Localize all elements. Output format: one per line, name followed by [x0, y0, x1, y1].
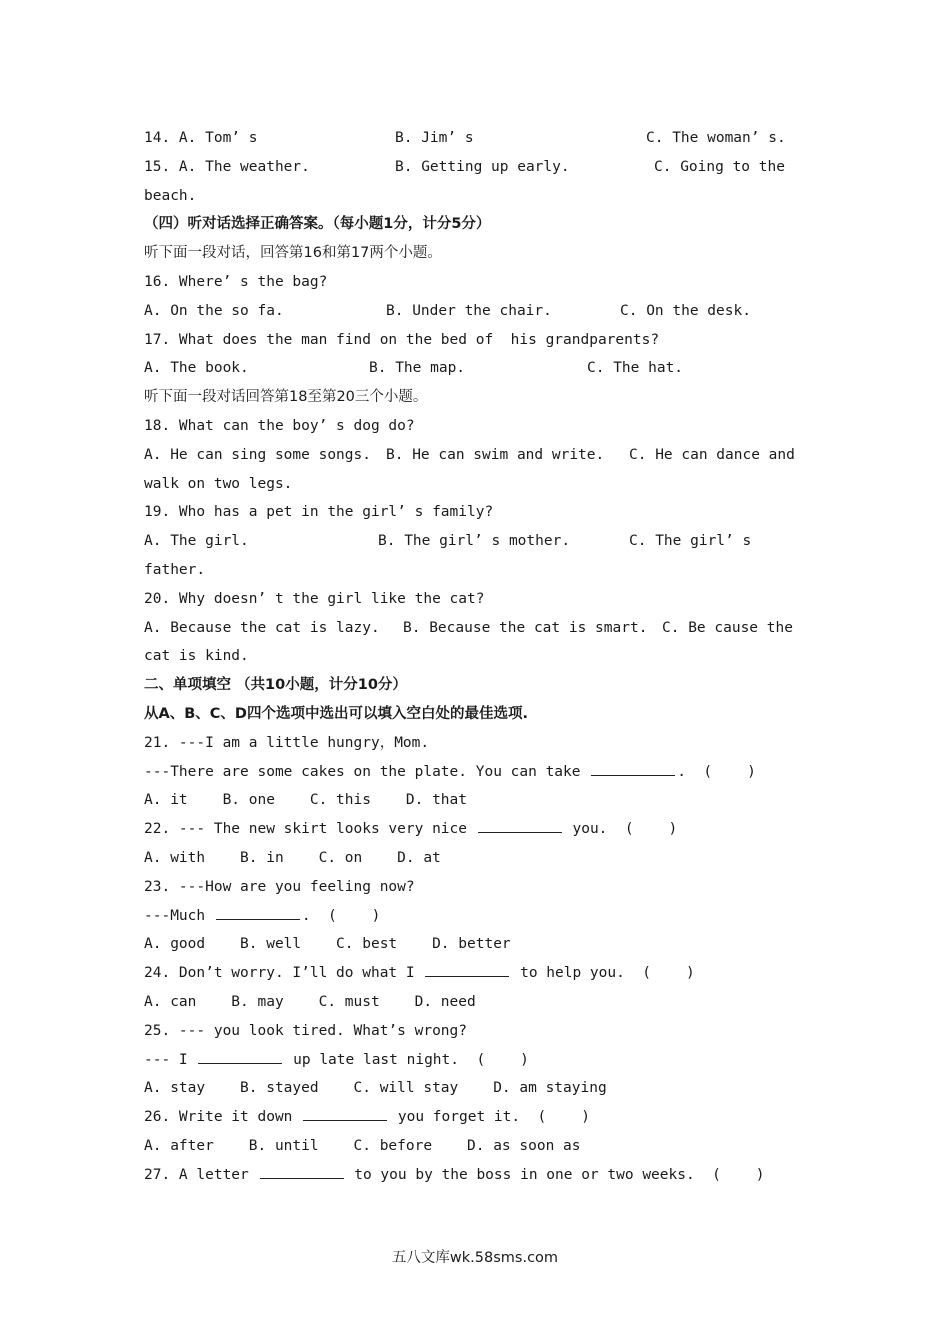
- q20-option-a: A. Because the cat is lazy.: [144, 619, 380, 636]
- q21-stem: ---There are some cakes on the plate. You can take: [144, 763, 581, 780]
- q18-option-c: C. He can dance and: [629, 446, 795, 463]
- q15-option-c: C. Going to the: [654, 158, 785, 175]
- answer-blank: [198, 1048, 282, 1064]
- q24-line-1: [144, 959, 804, 988]
- q20-option-b: B. Because the cat is smart.: [403, 619, 648, 636]
- q20-option-c: C. Be cause the: [662, 619, 793, 636]
- q14-option-c: C. The woman’ s.: [646, 130, 786, 146]
- q19-question: 19. Who has a pet in the girl’ s family?: [144, 504, 494, 521]
- q25-line-1: 25. --- you look tired. What’s wrong?: [144, 1022, 468, 1039]
- q15-option-b: B. Getting up early.: [395, 158, 570, 175]
- q26-bracket: you forget it. ( ): [397, 1109, 590, 1126]
- q23-stem: ---Much: [144, 907, 206, 924]
- answer-blank: [216, 904, 300, 920]
- q16-option-a: A. On the so fa.: [144, 302, 284, 319]
- q26-line-1: [144, 1103, 804, 1132]
- q23-bracket: . ( ): [301, 907, 381, 924]
- q18-option-b: B. He can swim and write.: [386, 446, 605, 463]
- answer-blank: [303, 1105, 387, 1121]
- q17-option-a: A. The book.: [144, 360, 249, 377]
- q18-option-c-cont: walk on two legs.: [144, 475, 293, 492]
- q19-option-b: B. The girl’ s mother.: [378, 533, 571, 550]
- page-footer: 五八文库wk.58sms.com: [391, 1250, 559, 1266]
- q21-bracket: . ( ): [677, 763, 756, 780]
- q17-option-c: C. The hat.: [587, 360, 684, 377]
- q22-stem: 22. --- The new skirt looks very nice: [144, 821, 468, 838]
- section-2-title: 二、单项填空 （共10小题，计分10分）: [144, 677, 407, 694]
- section-4-title: （四）听对话选择正确答案。（每小题1分，计分5分）: [144, 216, 491, 233]
- q18-options: [144, 441, 804, 470]
- q14-options: [144, 124, 804, 153]
- q26-options: A. after B. until C. before D. as soon as: [144, 1137, 581, 1154]
- q18-question: 18. What can the boy’ s dog do?: [144, 417, 415, 434]
- answer-blank: [591, 760, 675, 776]
- q16-option-c: C. On the desk.: [620, 302, 751, 319]
- q25-options: A. stay B. stayed C. will stay D. am staying: [144, 1080, 607, 1097]
- q19-options: [144, 527, 804, 556]
- q27-line-1: [144, 1161, 804, 1190]
- q21-line-1: 21. ---I am a little hungry，Mom.: [144, 734, 430, 751]
- section-4-intro-1: 听下面一段对话，回答第16和第17两个小题。: [144, 245, 442, 262]
- q23-line-2: [144, 902, 804, 931]
- q27-bracket: to you by the boss in one or two weeks. ( ): [354, 1166, 765, 1183]
- q22-line-1: [144, 815, 804, 844]
- q21-options: A. it B. one C. this D. that: [144, 792, 468, 809]
- q22-bracket: you. ( ): [572, 821, 678, 838]
- section-4-intro-2: 听下面一段对话回答第18至第20三个小题。: [144, 389, 428, 406]
- q25-bracket: up late last night. ( ): [293, 1051, 529, 1068]
- q19-option-c-cont: father.: [144, 561, 206, 578]
- q16-question: 16. Where’ s the bag?: [144, 273, 328, 290]
- answer-blank: [260, 1163, 344, 1179]
- q24-stem: 24. Don’t worry. I’ll do what I: [144, 965, 415, 982]
- q14-option-b: B. Jim’ s: [395, 130, 474, 146]
- q24-options: A. can B. may C. must D. need: [144, 993, 476, 1010]
- section-2-instruction: 从A、B、C、D四个选项中选出可以填入空白处的最佳选项.: [144, 705, 528, 722]
- q21-line-2: [144, 758, 804, 787]
- q15-options: [144, 153, 804, 182]
- answer-blank: [425, 961, 509, 977]
- q20-option-c-cont: cat is kind.: [144, 648, 249, 665]
- document-page: [144, 124, 804, 1189]
- q24-bracket: to help you. ( ): [520, 965, 695, 982]
- q17-option-b: B. The map.: [369, 360, 466, 377]
- q15-option-a: 15. A. The weather.: [144, 158, 310, 175]
- q14-option-a: 14. A. Tom’ s: [144, 130, 258, 146]
- q17-question: 17. What does the man find on the bed of his grandparents?: [144, 331, 660, 348]
- q25-stem: --- I: [144, 1051, 188, 1068]
- q15-option-c-cont: beach.: [144, 187, 197, 204]
- q25-line-2: [144, 1046, 804, 1075]
- q20-question: 20. Why doesn’ t the girl like the cat?: [144, 590, 485, 607]
- q17-options: [144, 354, 804, 383]
- q19-option-c: C. The girl’ s: [629, 533, 752, 550]
- q19-option-a: A. The girl.: [144, 533, 249, 550]
- q22-options: A. with B. in C. on D. at: [144, 849, 441, 866]
- q27-stem: 27. A letter: [144, 1166, 249, 1183]
- q20-options: [144, 614, 804, 643]
- q16-option-b: B. Under the chair.: [386, 302, 552, 319]
- q26-stem: 26. Write it down: [144, 1109, 293, 1126]
- answer-blank: [478, 817, 562, 833]
- q23-line-1: 23. ---How are you feeling now?: [144, 878, 415, 895]
- q16-options: [144, 297, 804, 326]
- q23-options: A. good B. well C. best D. better: [144, 936, 511, 953]
- q18-option-a: A. He can sing some songs.: [144, 446, 371, 463]
